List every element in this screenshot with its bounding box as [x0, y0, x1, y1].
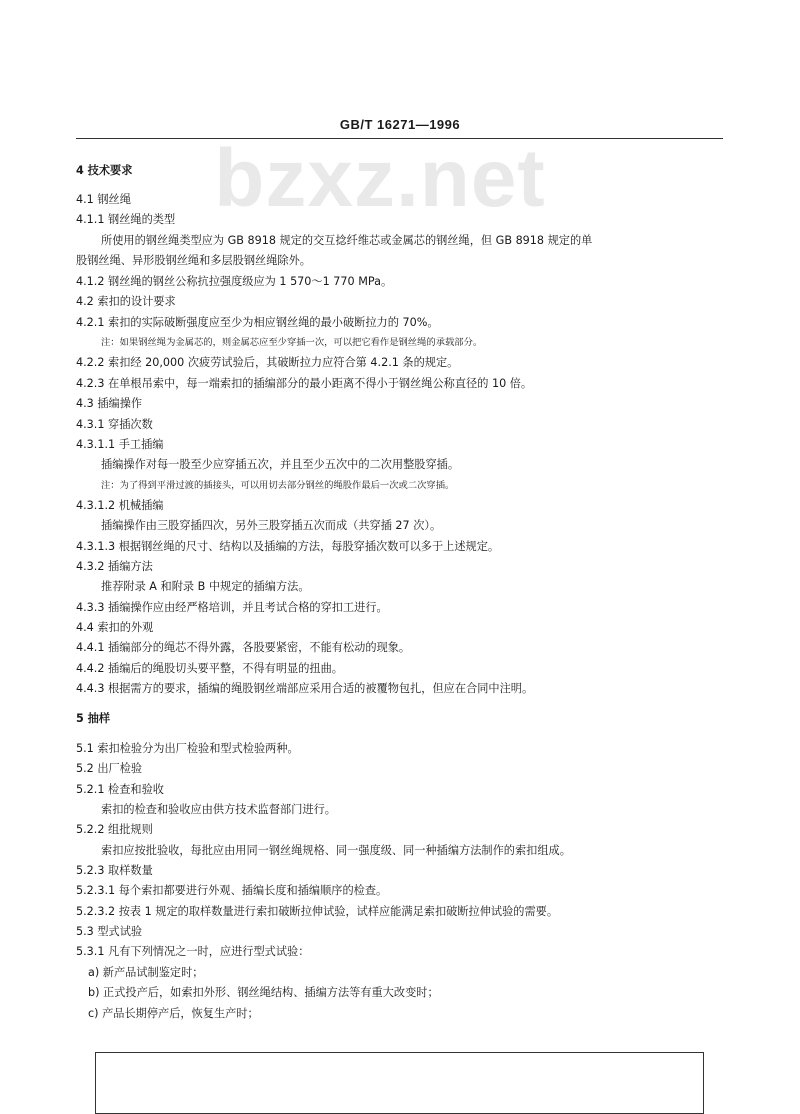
text-line: c) 产品长期停产后，恢复生产时； [88, 1007, 259, 1020]
text-line: 5.2.3.2 按表 1 规定的取样数量进行索扣破断拉伸试验，试样应能满足索扣破断拉伸试验的需要。 [76, 905, 559, 918]
text-line: 股钢丝绳、异形股钢丝绳和多层股钢丝绳除外。 [76, 254, 311, 267]
text-line: 4.2.1 索扣的实际破断强度应至少为相应钢丝绳的最小破断拉力的 70%。 [76, 316, 439, 329]
text-line: 4.2.2 索扣经 20,000 次疲劳试验后，其破断拉力应符合第 4.2.1 条的规定。 [76, 356, 459, 369]
text-line: 插编操作由三股穿插四次，另外三股穿插五次而成（共穿插 27 次）。 [101, 519, 442, 532]
text-line: 5.2.3.1 每个索扣都要进行外观、插编长度和插编顺序的检查。 [76, 884, 388, 897]
text-line: 5.2.1 检查和验收 [76, 783, 164, 796]
text-line: 4.1 钢丝绳 [76, 193, 131, 206]
text-line: 5.3 型式试验 [76, 925, 143, 938]
text-line: b) 正式投产后，如索扣外形、钢丝绳结构、插编方法等有重大改变时； [88, 986, 439, 999]
text-line: 4.1.1 钢丝绳的类型 [76, 213, 176, 226]
text-line: 4.3.1.3 根据钢丝绳的尺寸、结构以及插编的方法，每股穿插次数可以多于上述规定。 [76, 540, 500, 553]
text-line: 推荐附录 A 和附录 B 中规定的插编方法。 [101, 580, 310, 593]
text-line: 4.3 插编操作 [76, 397, 143, 410]
text-line: 4.3.1.1 手工插编 [76, 438, 164, 451]
text-line: 4 技术要求 [76, 164, 133, 177]
text-line: 4.1.2 钢丝绳的钢丝公称抗拉强度级应为 1 570～1 770 MPa。 [76, 275, 393, 288]
text-line: 4.2 索扣的设计要求 [76, 295, 176, 308]
text-line: 注：如果钢丝绳为金属芯的，则金属芯应至少穿插一次，可以把它看作是钢丝绳的承载部分。 [101, 337, 483, 348]
text-line: 4.3.2 插编方法 [76, 560, 153, 573]
text-line: 4.3.3 插编操作应由经严格培训，并且考试合格的穿扣工进行。 [76, 601, 388, 614]
text-line: 5.2.3 取样数量 [76, 864, 153, 877]
table-frame [95, 1052, 704, 1114]
text-line: 索扣应按批验收，每批应由用同一钢丝绳规格、同一强度级、同一种插编方法制作的索扣组成。 [101, 844, 571, 857]
text-line: 4.4 索扣的外观 [76, 621, 154, 634]
page-header: GB/T 16271—1996 [339, 117, 461, 132]
text-line: 4.3.1.2 机械插编 [76, 499, 164, 512]
text-line: 4.3.1 穿插次数 [76, 418, 153, 431]
text-line: 5 抽样 [76, 712, 111, 725]
text-line: 所使用的钢丝绳类型应为 GB 8918 规定的交互捻纤维芯或金属芯的钢丝绳，但 GB 8918 规定的单 [101, 234, 593, 247]
text-line: 5.3.1 凡有下列情况之一时，应进行型式试验： [76, 945, 310, 958]
text-line: 插编操作对每一股至少应穿插五次，并且至少五次中的二次用整股穿插。 [101, 458, 460, 471]
text-line: 4.4.1 插编部分的绳芯不得外露，各股要紧密，不能有松动的现象。 [76, 641, 411, 654]
text-line: 4.4.3 根据需方的要求，插编的绳股钢丝端部应采用合适的被覆物包扎，但应在合同中注明。 [76, 682, 534, 695]
text-line: 5.2 出厂检验 [76, 762, 143, 775]
text-line: 索扣的检查和验收应由供方技术监督部门进行。 [101, 803, 336, 816]
text-line: 5.1 索扣检验分为出厂检验和型式检验两种。 [76, 742, 299, 755]
text-line: 4.4.2 插编后的绳股切头要平整，不得有明显的扭曲。 [76, 662, 343, 675]
text-line: 4.2.3 在单根吊索中，每一端索扣的插编部分的最小距离不得小于钢丝绳公称直径的 10 倍。 [76, 377, 533, 390]
header-divider [76, 138, 723, 139]
text-line: a) 新产品试制鉴定时； [88, 966, 204, 979]
text-line: 5.2.2 组批规则 [76, 823, 153, 836]
text-line: 注：为了得到平滑过渡的插接头，可以用切去部分钢丝的绳股作最后一次或二次穿插。 [101, 480, 455, 491]
watermark: bzxz.net [214, 133, 546, 224]
